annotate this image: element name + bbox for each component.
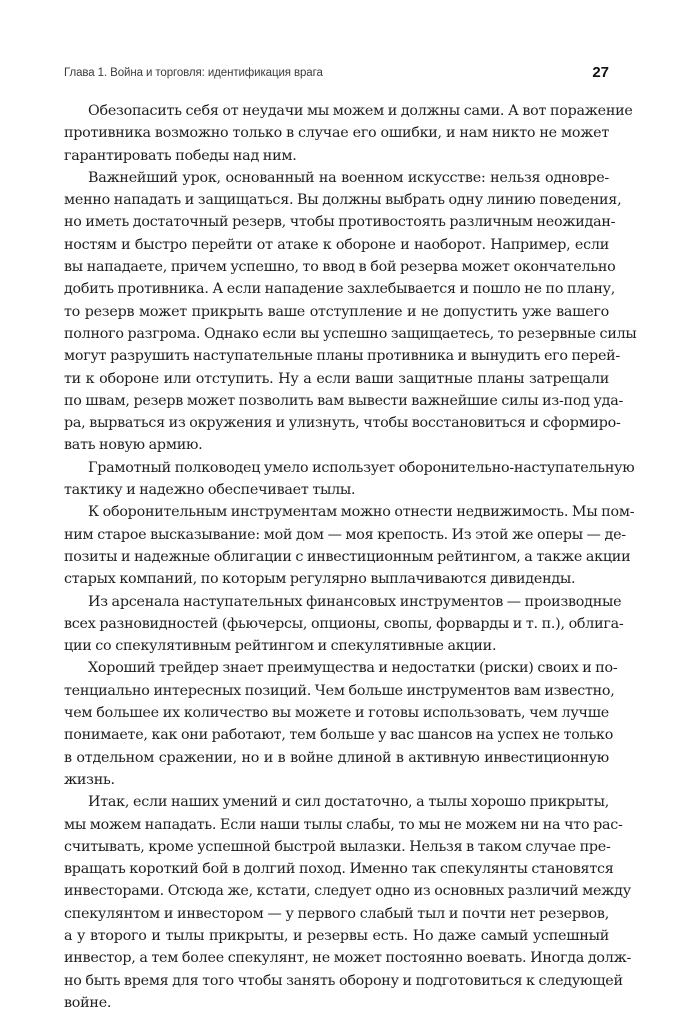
text-line: полного разгрома. Однако если вы успешно защищаетесь, то резервные силы	[64, 325, 637, 342]
text-line: вать новую армию.	[64, 437, 203, 454]
text-line: войне.	[64, 994, 112, 1011]
running-head	[64, 64, 609, 85]
text-line: то резерв может прикрыть ваше отступление и не допустить уже вашего	[64, 303, 609, 320]
text-line: в отдельном сражении, но и в войне длиной в активную инвестиционную	[64, 749, 609, 766]
paragraph	[64, 457, 635, 502]
text-line: по швам, резерв может позволить вам вывести важнейшие силы из-под уда-	[64, 392, 624, 409]
text-line: Итак, если наших умений и сил достаточно, а тылы хорошо прикрыты,	[88, 794, 609, 811]
text-line: чем большее их количество вы можете и готовы использовать, чем лучше	[64, 705, 609, 722]
text-line: тенциально интересных позиций. Чем больше инструментов вам известно,	[64, 682, 615, 699]
chapter-title: Глава 1. Война и торговля: идентификация врага	[64, 67, 323, 79]
text-line: спекулянтом и инвестором — у первого слабый тыл и почти нет резервов,	[64, 905, 609, 922]
text-line: Важнейший урок, основанный на военном искусстве: нельзя одновре-	[88, 169, 609, 186]
text-line: инвестор, а тем более спекулянт, не может постоянно воевать. Иногда долж-	[64, 950, 632, 967]
text-line: вращать короткий бой в долгий поход. Именно так спекулянты становятся	[64, 861, 614, 878]
text-line: понимаете, как они работают, тем больше у вас шансов на успех не только	[64, 727, 614, 744]
text-line: Хороший трейдер знает преимущества и недостатки (риски) своих и по-	[88, 660, 618, 677]
text-line: ра, вырваться из окружения и улизнуть, чтобы восстановиться и сформиро-	[64, 415, 621, 432]
text-line: считывать, кроме успешной быстрой вылазки. Нельзя в таком случае пре-	[64, 838, 611, 855]
paragraph	[64, 167, 637, 457]
text-line: ностям и быстро перейти от атаке к обороне и наоборот. Например, если	[64, 236, 609, 253]
paragraph	[64, 657, 618, 791]
text-line: мы можем нападать. Если наши тылы слабы, то мы не можем ни на что рас-	[64, 816, 623, 833]
page-number: 27	[592, 64, 609, 81]
text-line: вы нападаете, причем успешно, то ввод в бой резерва может окончательно	[64, 259, 616, 276]
text-line: Из арсенала наступательных финансовых инструментов — производные	[88, 593, 622, 610]
text-line: добить противника. А если нападение захлебывается и пошло не по плану,	[64, 281, 616, 298]
text-line: менно нападать и защищаться. Вы должны выбрать одну линию поведения,	[64, 192, 622, 209]
paragraph	[64, 501, 635, 590]
text-line: позиты и надежные облигации с инвестиционным рейтингом, а также акции	[64, 548, 631, 565]
paragraph	[64, 791, 632, 1014]
text-line: но быть время для того чтобы занять оборону и подготовиться к следующей	[64, 972, 623, 989]
text-line: тактику и надежно обеспечивает тылы.	[64, 482, 356, 499]
text-line: Обезопасить себя от неудачи мы можем и должны сами. А вот поражение	[88, 103, 633, 119]
text-line: жизнь.	[64, 771, 115, 788]
text-line: ции со спекулятивным рейтингом и спекулятивные акции.	[64, 638, 497, 655]
text-line: инвесторами. Отсюда же, кстати, следует одно из основных различий между	[64, 883, 631, 900]
text-line: гарантировать победы над ним.	[64, 147, 297, 164]
text-line: К оборонительным инструментам можно отнести недвижимость. Мы пом-	[88, 504, 635, 521]
text-line: но иметь достаточный резерв, чтобы противостоять различным неожидан-	[64, 214, 616, 231]
text-line: старых компаний, по которым регулярно выплачиваются дивиденды.	[64, 571, 576, 588]
paragraph	[64, 591, 624, 658]
text-line: всех разновидностей (фьючерсы, опционы, свопы, форварды и т. п.), облига-	[64, 615, 624, 632]
text-line: могут разрушить наступательные планы противника и вынудить его перей-	[64, 348, 621, 365]
text-line: противника возможно только в случае его ошибки, и нам никто не может	[64, 125, 609, 142]
text-line: а у второго и тылы прикрыты, и резервы есть. Но даже самый успешный	[64, 927, 609, 944]
paragraph	[64, 100, 633, 167]
text-line: ти к обороне или отступить. Ну а если ваши защитные планы затрещали	[64, 370, 609, 387]
body-text	[64, 100, 637, 1014]
text-line: Грамотный полководец умело использует оборонительно-наступательную	[88, 459, 635, 476]
text-line: ним старое высказывание: мой дом — моя крепость. Из этой же оперы — де-	[64, 526, 626, 543]
